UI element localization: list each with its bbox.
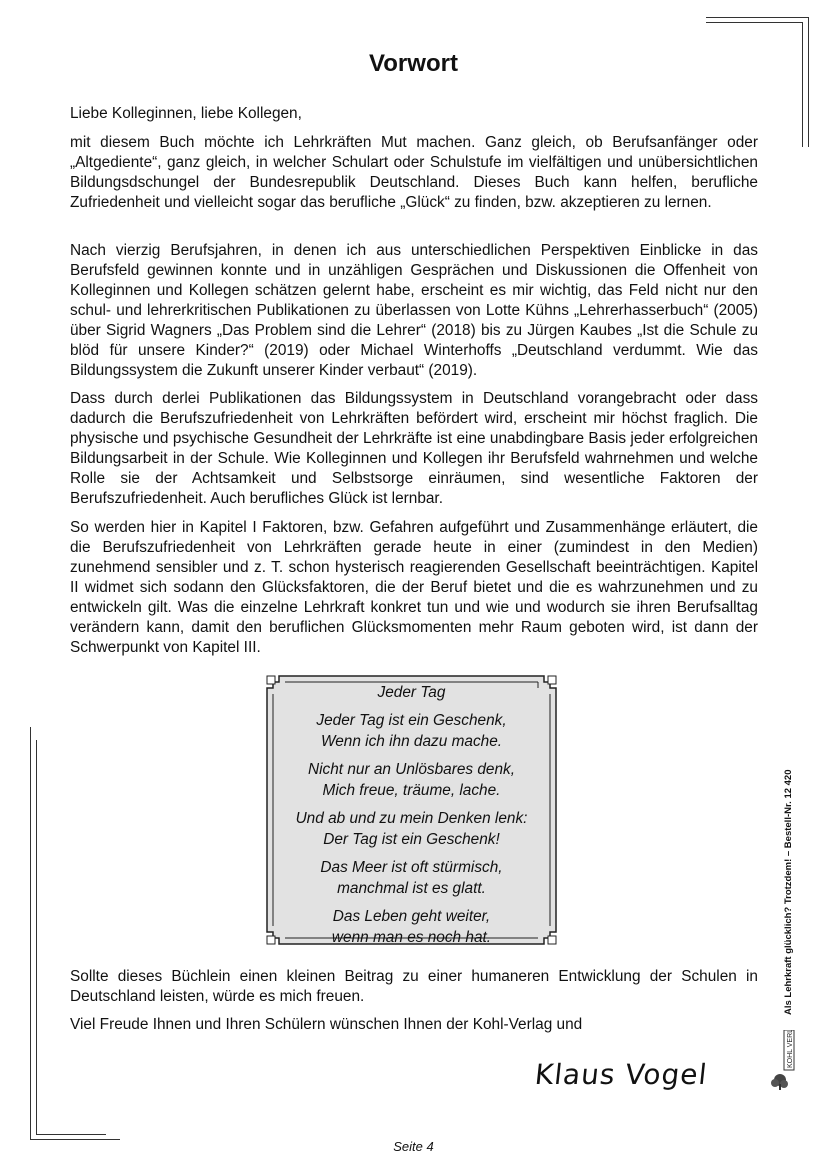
poem-stanza: [265, 710, 558, 752]
poem-line: manchmal ist es glatt.: [337, 880, 486, 897]
poem-title: Jeder Tag: [377, 684, 446, 701]
publisher-logo: [768, 1030, 796, 1090]
poem-line: Nicht nur an Unlösbares denk,: [307, 761, 516, 778]
frame-line: [36, 740, 37, 1135]
poem-stanza: [265, 808, 558, 850]
frame-line: [706, 17, 809, 18]
poem-stanza: [265, 906, 558, 948]
poem-line: Jeder Tag ist ein Geschenk,: [316, 712, 507, 729]
closing-paragraph: Viel Freude Ihnen und Ihren Schülern wünschen Ihnen der Kohl-Verlag und: [70, 1016, 583, 1033]
poem-line: Der Tag ist ein Geschenk!: [323, 831, 500, 848]
svg-text:KOHL VERLAG: KOHL VERLAG: [787, 1030, 794, 1068]
signature: Klaus Vogel: [533, 1058, 710, 1091]
paragraph: So werden hier in Kapitel I Faktoren, bzw. Gefahren aufgeführt und Zusammenhänge erläutert, die die Berufszufriedenheit von Lehrkräften gerade heute in einer (zumindest in den Medien) zunehmend sensibler und z. T. schon hysterisch reagierenden Gesellschaft beeinträchtigen. Kapitel II widmet sich sodann den Glücksfaktoren, die der Beruf bietet und die es wahrzunehmen und zu entwickeln gilt. Was die einzelne Lehrkraft konkret tun und wie und wodurch sie ihren Berufsalltag verändern kann, damit den beruflichen Glücksmomenten mehr Raum geboten wird, ist dann der Schwerpunkt von Kapitel III.: [70, 519, 758, 656]
poem-stanza: [265, 857, 558, 899]
salutation: Liebe Kolleginnen, liebe Kollegen,: [70, 105, 302, 122]
poem-line: Und ab und zu mein Denken lenk:: [295, 810, 528, 827]
frame-line: [706, 22, 803, 23]
poem-line: Das Leben geht weiter,: [332, 908, 491, 925]
page-title: Vorwort: [369, 50, 458, 77]
poem-line: Das Meer ist oft stürmisch,: [320, 859, 503, 876]
paragraph: Dass durch derlei Publikationen das Bildungssystem in Deutschland vorangebracht oder dass dadurch die Berufszufriedenheit von Lehrkräften befördert wird, erscheint mir höchst fraglich. Die physische und psychische Gesundheit der Lehrkräfte ist eine unabdingbare Basis jeder erfolgreichen Bildungsarbeit in der Schule. Wie Kolleginnen und Kollegen ihr Berufsfeld wahrnehmen und welche Rolle sie der Achtsamkeit und Selbstsorge einräumen, sind wesentliche Faktoren der Berufszufriedenheit. Auch berufliches Glück ist lernbar.: [70, 390, 758, 507]
paragraph: mit diesem Buch möchte ich Lehrkräften Mut machen. Ganz gleich, ob Berufsanfänger oder „Altgediente“, ganz gleich, in welcher Schulart oder Schulstufe im vielfältigen und unübersichtlichen Bildungsdschungel der Bundesrepublik Deutschland. Dieses Buch kann helfen, berufliche Zufriedenheit und vielleicht sogar das berufliche „Glück“ zu finden, bzw. akzeptieren zu lernen.: [70, 134, 758, 211]
page-number: Seite 4: [393, 1139, 434, 1154]
frame-line: [802, 22, 803, 147]
poem-box: [265, 674, 558, 946]
paragraph: Nach vierzig Berufsjahren, in denen ich aus unterschiedlichen Perspektiven Einblicke in das Berufsfeld gewinnen konnte und in unzähligen Gesprächen und Diskussionen die Offenheit von Kolleginnen und Kollegen schätzen gelernt habe, erscheint es mir wichtig, das Feld nicht nur den schul- und lehrerkritischen Publikationen zu überlassen von Lotte Kühns „Lehrerhasserbuch“ (2005) über Sigrid Wagners „Das Problem sind die Lehrer“ (2018) bis zu Jürgen Kaubes „Ist die Schule zu blöd für unsere Kinder?“ (2019) oder Michael Winterhoffs „Deutschland verdummt. Wie das Bildungssystem die Zukunft unserer Kinder verbaut“ (2019).: [70, 242, 758, 379]
closing-paragraph: Sollte dieses Büchlein einen kleinen Beitrag zu einer humaneren Entwicklung der Schulen in Deutschland leisten, würde es mich freuen.: [70, 968, 758, 1005]
frame-line: [30, 727, 31, 1140]
poem-line: Mich freue, träume, lache.: [322, 782, 501, 799]
poem-line: wenn man es noch hat.: [331, 929, 492, 946]
frame-line: [36, 1134, 106, 1135]
frame-line: [808, 17, 809, 147]
side-book-info: Als Lehrkraft glücklich? Trotzdem! – Bestell-Nr. 12 420: [783, 769, 794, 1015]
poem-line: Wenn ich ihn dazu mache.: [320, 733, 503, 750]
poem: [265, 682, 558, 955]
poem-stanza: [265, 759, 558, 801]
